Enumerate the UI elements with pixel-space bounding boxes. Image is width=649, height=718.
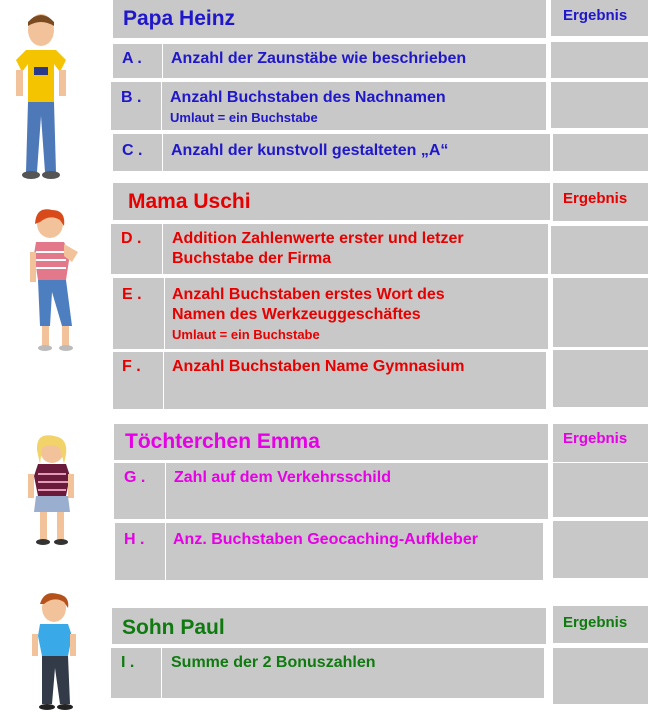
result-field-b[interactable] [551, 82, 648, 128]
result-field-c[interactable] [553, 134, 648, 171]
mama-result-label: Ergebnis [563, 190, 628, 207]
task-h-letter: H . [124, 531, 145, 548]
papa-result-label: Ergebnis [563, 7, 628, 24]
result-field-a[interactable] [551, 42, 648, 78]
task-b-note: Umlaut = ein Buchstabe [170, 110, 318, 125]
task-d-letter: D . [121, 230, 142, 247]
task-e-letter: E . [122, 286, 142, 303]
result-field-f[interactable] [553, 350, 648, 407]
woman-cartoon-icon [24, 208, 88, 354]
task-i-text: Summe der 2 Bonuszahlen [171, 654, 376, 671]
task-b-text: Anzahl Buchstaben des Nachnamen [170, 89, 446, 106]
result-field-h[interactable] [553, 521, 648, 578]
task-e-text: Anzahl Buchstaben erstes Wort des [172, 286, 445, 303]
task-c-letter: C . [122, 142, 143, 159]
task-e-note: Umlaut = ein Buchstabe [172, 327, 320, 342]
task-f-text: Anzahl Buchstaben Name Gymnasium [172, 358, 465, 375]
paul-result-label: Ergebnis [563, 614, 628, 631]
task-f-letter: F . [122, 358, 141, 375]
boy-cartoon-icon [26, 592, 80, 716]
task-c-text: Anzahl der kunstvoll gestalteten „A“ [171, 142, 449, 159]
task-h-text: Anz. Buchstaben Geocaching-Aufkleber [173, 531, 478, 548]
mama-title: Mama Uschi [128, 190, 251, 213]
task-b-letter: B . [121, 89, 142, 106]
task-a-letter: A . [122, 50, 142, 67]
task-g-letter: G . [124, 469, 146, 486]
papa-title: Papa Heinz [123, 7, 236, 30]
emma-title: Töchterchen Emma [125, 430, 320, 453]
result-field-d[interactable] [551, 226, 648, 274]
result-field-i[interactable] [553, 648, 648, 704]
paul-title: Sohn Paul [122, 616, 225, 639]
task-i-letter: I . [121, 654, 135, 671]
task-d-text-line2: Buchstabe der Firma [172, 250, 332, 267]
result-field-g[interactable] [553, 463, 648, 517]
task-a-text: Anzahl der Zaunstäbe wie beschrieben [171, 50, 467, 67]
emma-result-label: Ergebnis [563, 430, 628, 447]
girl-cartoon-icon [22, 434, 80, 550]
task-g-text: Zahl auf dem Verkehrsschild [174, 469, 391, 486]
man-cartoon-icon [4, 12, 78, 182]
task-e-text-line2: Namen des Werkzeuggeschäftes [172, 306, 421, 323]
result-field-e[interactable] [553, 278, 648, 347]
task-d-text: Addition Zahlenwerte erster und letzer [172, 230, 464, 247]
